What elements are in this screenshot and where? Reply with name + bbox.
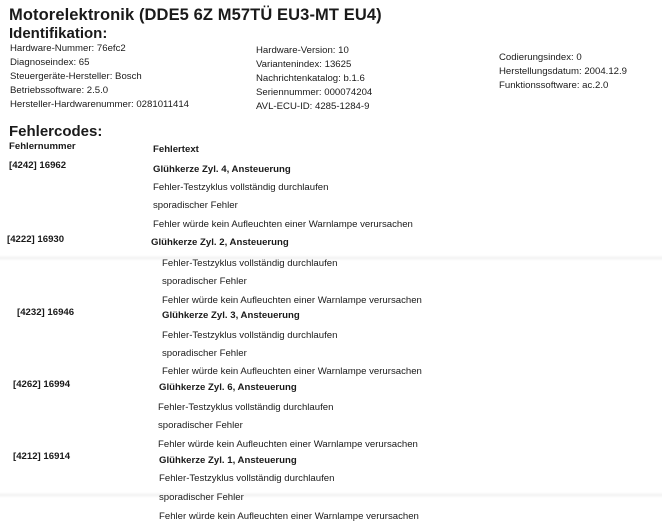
- fault-codes-heading: Fehlercodes:: [9, 123, 103, 140]
- fault-code: [4242] 16962: [9, 160, 67, 171]
- fault-code: [4232] 16946: [17, 307, 75, 318]
- identification-heading: Identifikation:: [9, 25, 108, 42]
- fault-code: [4262] 16994: [13, 379, 71, 390]
- id-field: Betriebssoftware: 2.5.0: [10, 85, 109, 96]
- fault-detail: sporadischer Fehler: [159, 492, 244, 503]
- fault-detail: sporadischer Fehler: [162, 276, 247, 287]
- fault-detail: Fehler würde kein Aufleuchten einer Warnlampe verursachen: [162, 295, 422, 306]
- fault-detail: Fehler würde kein Aufleuchten einer Warnlampe verursachen: [162, 366, 422, 377]
- fault-detail: sporadischer Fehler: [158, 420, 243, 431]
- fault-detail: Fehler-Testzyklus vollständig durchlaufen: [153, 182, 329, 193]
- fault-code: [4212] 16914: [13, 451, 71, 462]
- fault-title: Glühkerze Zyl. 6, Ansteuerung: [159, 382, 297, 393]
- fault-detail: Fehler-Testzyklus vollständig durchlaufen: [159, 473, 335, 484]
- fault-detail: Fehler-Testzyklus vollständig durchlaufen: [162, 330, 338, 341]
- fault-text-header: Fehlertext: [153, 144, 199, 155]
- id-field: Steuergeräte-Hersteller: Bosch: [10, 71, 142, 82]
- fault-number-header: Fehlernummer: [9, 141, 76, 152]
- id-field: Herstellungsdatum: 2004.12.9: [499, 66, 627, 77]
- id-field: AVL-ECU-ID: 4285-1284-9: [256, 101, 370, 112]
- fault-title: Glühkerze Zyl. 3, Ansteuerung: [162, 310, 300, 321]
- id-field: Codierungsindex: 0: [499, 52, 582, 63]
- fault-detail: Fehler-Testzyklus vollständig durchlaufen: [162, 258, 338, 269]
- fault-detail: Fehler würde kein Aufleuchten einer Warnlampe verursachen: [153, 219, 413, 230]
- fault-title: Glühkerze Zyl. 2, Ansteuerung: [151, 237, 289, 248]
- fault-detail: sporadischer Fehler: [162, 348, 247, 359]
- fault-code: [4222] 16930: [7, 234, 65, 245]
- fault-title: Glühkerze Zyl. 1, Ansteuerung: [159, 455, 297, 466]
- scan-artifact: [0, 492, 662, 498]
- fault-detail: Fehler würde kein Aufleuchten einer Warnlampe verursachen: [158, 439, 418, 450]
- id-field: Hardware-Nummer: 76efc2: [10, 43, 126, 54]
- fault-detail: Fehler-Testzyklus vollständig durchlaufen: [158, 402, 334, 413]
- fault-title: Glühkerze Zyl. 4, Ansteuerung: [153, 164, 291, 175]
- fault-detail: sporadischer Fehler: [153, 200, 238, 211]
- id-field: Seriennummer: 000074204: [256, 87, 373, 98]
- id-field: Diagnoseindex: 65: [10, 57, 90, 68]
- id-field: Hersteller-Hardwarenummer: 0281011414: [10, 99, 189, 110]
- id-field: Variantenindex: 13625: [256, 59, 352, 70]
- id-field: Hardware-Version: 10: [256, 45, 349, 56]
- fault-detail: Fehler würde kein Aufleuchten einer Warnlampe verursachen: [159, 511, 419, 522]
- id-field: Nachrichtenkatalog: b.1.6: [256, 73, 365, 84]
- id-field: Funktionssoftware: ac.2.0: [499, 80, 609, 91]
- document-title: Motorelektronik (DDE5 6Z M57TÜ EU3-MT EU4): [9, 6, 382, 24]
